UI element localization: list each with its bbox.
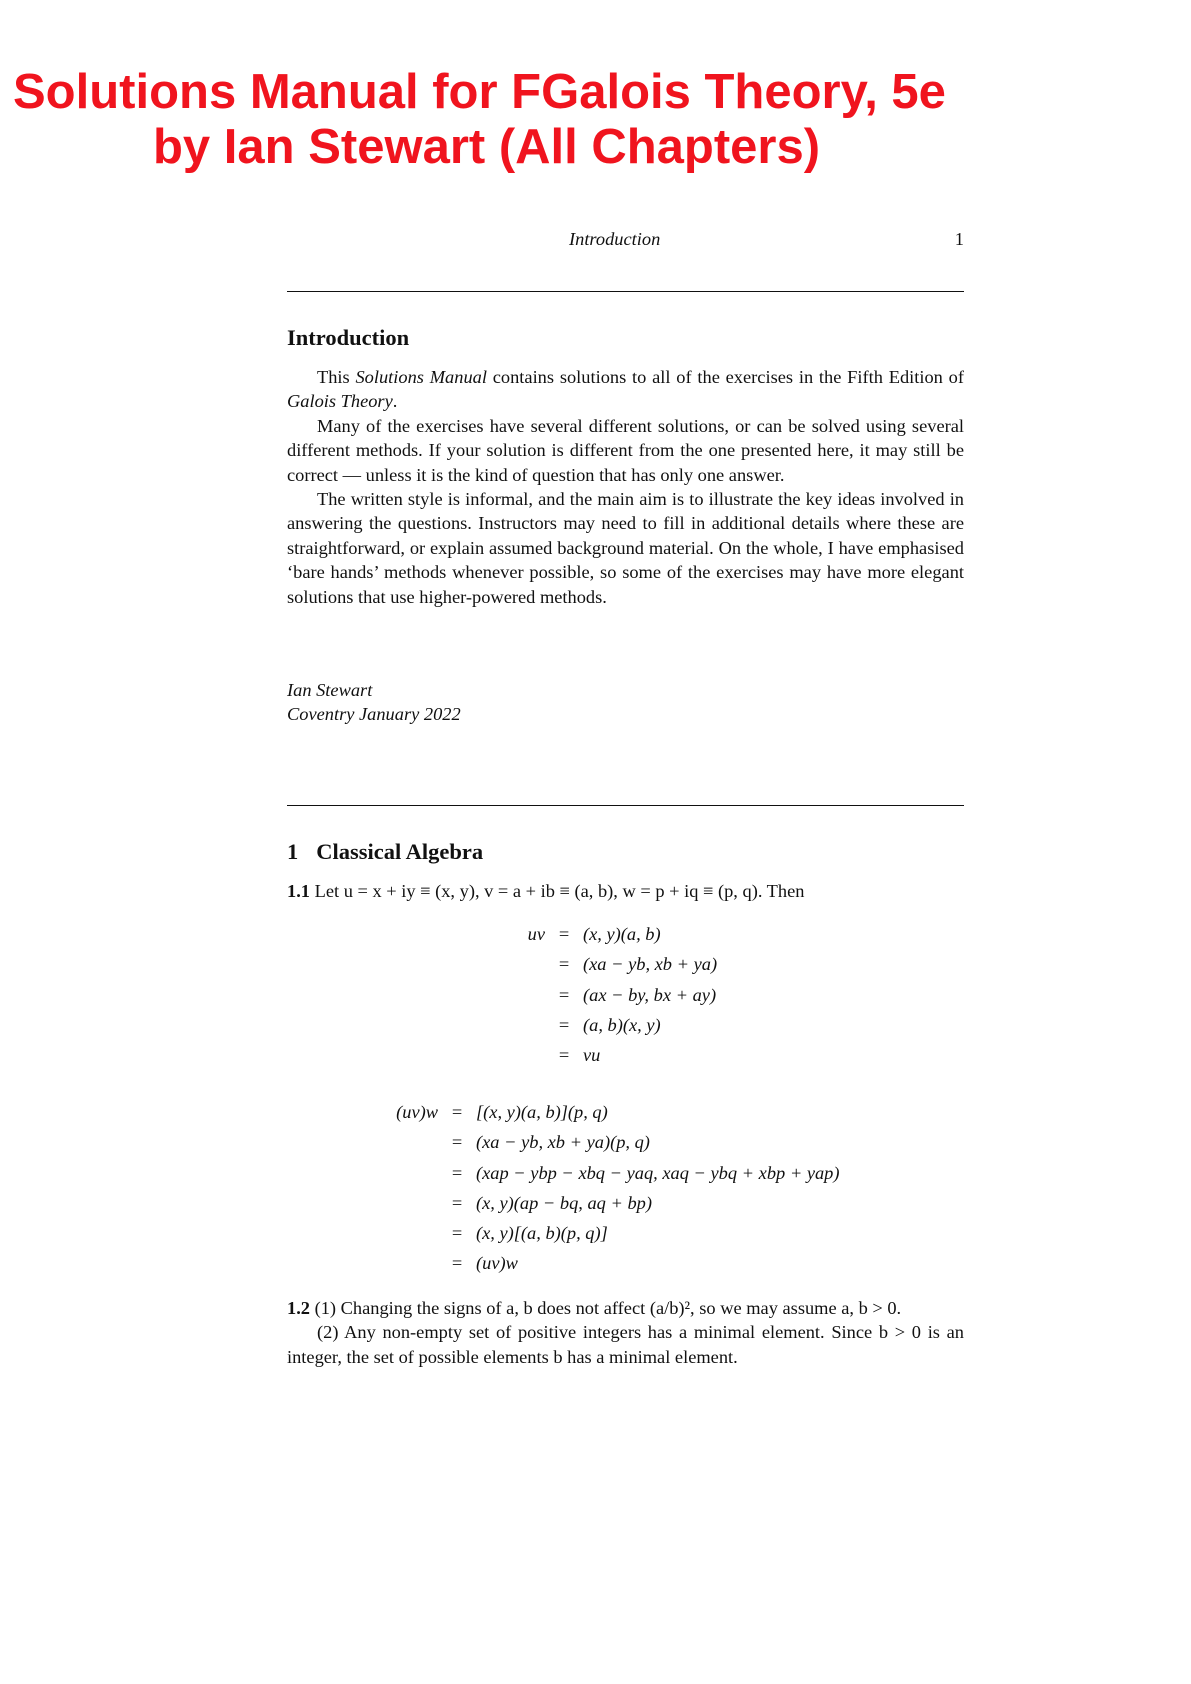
page-number: 1 (954, 229, 964, 249)
equation-uv: uv = (x, y)(a, b) = (xa − yb, xb + ya) = (ax − by, bx + ay) = (a, b)(x, y) = vu (527, 924, 718, 1066)
intro-paragraph-1: This Solutions Manual contains solutions to all of the exercises in the Fifth Edition of Galois Theory. (287, 367, 964, 412)
intro-paragraph-3: The written style is informal, and the main aim is to illustrate the key ideas involved in answering the questions. Instructors may need to fill in additional details where these are straightforward, or explain assumed background material. On the whole, I have emphasised ‘bare hands’ methods whenever possible, so some of the exercises may have more elegant solutions that use higher-powered methods. (287, 489, 964, 607)
exercise-1-2-part-2: (2) Any non-empty set of positive integers has a minimal element. Since b > 0 is an integer, the set of possible elements b has a minimal element. (287, 1322, 964, 1367)
place-date: Coventry January 2022 (287, 704, 461, 725)
banner-title-line1: Solutions Manual for FGalois Theory, 5e (13, 65, 946, 119)
banner-title-line2: by Ian Stewart (All Chapters) (153, 120, 821, 174)
exercise-1-2 (287, 1296, 964, 1369)
intro-paragraph-2: Many of the exercises have several different solutions, or can be solved using several different methods. If your solution is different from the one presented here, it may still be correct — unless it is the kind of question that has only one answer. (287, 415, 964, 485)
running-head-title: Introduction (569, 229, 661, 249)
exercise-1-2-part-1: 1.2 (1) Changing the signs of a, b does not affect (a/b)², so we may assume a, b > 0. (287, 1298, 902, 1318)
exercise-1-1: 1.1 Let u = x + iy ≡ (x, y), v = a + ib ≡ (a, b), w = p + iq ≡ (p, q). Then (287, 881, 805, 901)
signature: Ian Stewart (287, 680, 373, 700)
intro-body (287, 365, 964, 609)
intro-heading: Introduction (287, 325, 410, 350)
equation-uvw: (uv)w = [(x, y)(a, b)](p, q) = (xa − yb, xb + ya)(p, q) = (xap − ybp − xbq − yaq, xaq − ybq + xbp + yap) = (x, y)(ap − bq, aq + bp) = (x, y)[(a, b)(p, q)] = (uv)w (396, 1102, 840, 1274)
divider (287, 291, 964, 292)
chapter-heading: 1 Classical Algebra (287, 839, 484, 864)
signature-block (287, 678, 964, 727)
divider (287, 805, 964, 806)
